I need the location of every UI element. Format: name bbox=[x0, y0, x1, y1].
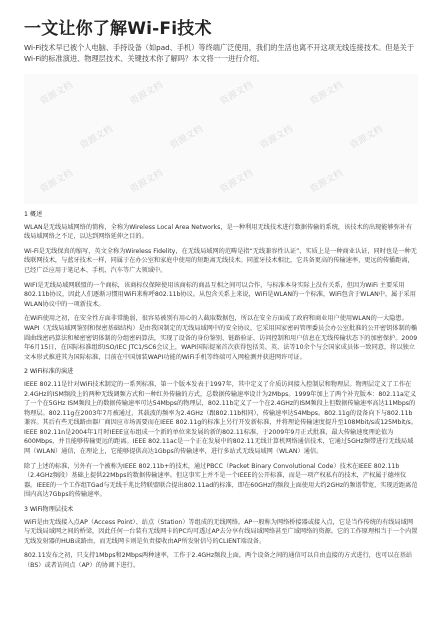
watermark-text: 资源文档 bbox=[308, 80, 345, 108]
watermark-text: 资源文档 bbox=[128, 80, 165, 108]
watermark-text: 资源文档 bbox=[218, 168, 255, 196]
figure-placeholder bbox=[24, 74, 418, 204]
body-paragraph: WIFI是无线局域网联盟的一个商标，该商标仅保障使用该商标的商品互相之间可以合作，与标准本身实际上没有关系，但因为WiFi 主要采用802.11b协议，因此人们逐渐习惯用WiFi来称呼802.11b协议。从包含关系上来说，WiFi是WLAN的一个标准，WiFi包含于WLAN中，属于采用WLAN协议中的一项新技术。 bbox=[24, 281, 416, 308]
section-heading: 2 WiFi标准的演进 bbox=[24, 368, 74, 376]
intro-paragraph: Wi-Fi技术早已被个人电脑、手持设备（如pad、手机）等终端广泛使用，我们的生活也离不开这项无线连接技术。但是关于Wi-Fi的标准演进、物理层技术、关键技术你了解吗？本文将一一进行介绍。 bbox=[24, 43, 415, 63]
document-body bbox=[24, 210, 418, 576]
watermark-text: 资源文档 bbox=[128, 168, 165, 196]
body-paragraph: Wi-Fi是无线保真的缩写，英文全称为Wireless Fidelity，在无线局域网的范畴是指“无线兼容性认证”，实质上是一种商业认证，同时也是一种无线联网技术，与蓝牙技术一样，同属于在办公室和家庭中使用的短距离无线技术。同蓝牙技术相比，它具备更高的传输速率，更远的传播距离，已经广泛应用于笔记本、手机、汽车等广大领域中。 bbox=[24, 247, 417, 274]
section-heading: 1 概述 bbox=[24, 211, 43, 218]
watermark-text: 资源文档 bbox=[348, 124, 385, 152]
watermark-text: 资源文档 bbox=[168, 124, 205, 152]
body-paragraph: IEEE 802.11是针对WiFi技术制定的一系列标准，第一个版本发表于1997年，其中定义了介质访问接入控制层和物理层。物理层定义了工作在2.4GHz的ISM频段上的两种无线调频方式和一种红外传输的方式，总数据传输速率设计为2Mbps。1999年加上了两个补充版本：802.11a定义了一个在5GHz ISM频段上的数据传输速率可达54Mbps的物理层，802.11b定义了一个在2.4GHz的ISM频段上但数据传输速率高达11Mbps的物理层。802.11g在2003年7月被通过，其载波的频率为2.4GHz（跟802.11b相同），传输速率达54Mbps。802.11g的设备向下与802.11b兼容。其后有些无线路由器厂商因应市场需要而在IEEE 802.11g的标准上另行开发新标准，并将理论传输速度提升至108Mbit/s或125Mbit/s。IEEE 802.11n是2004年1月时IEEE宣布组成一个新的单位来发展的新的802.11标准，于2009年9月正式批准，最大传输速度理论值为600Mbps，并且能够传输更远的距离。IEEE 802.11ac是一个正在发展中的802.11无线计算机网络通信技术，它通过5GHz频带进行无线局域网（WLAN）通信，在理论上，它能够提供高达1Gbps的传输速率，进行多站式无线局域网（WLAN）通信。 bbox=[24, 380, 417, 456]
section-heading: 3 WiFi物理层技术 bbox=[24, 506, 74, 514]
body-paragraph: 除了上述的标准，另外有一个被称为IEEE 802.11b+的技术，通过PBCC（Packet Binary Convolutional Code）技术在IEEE 802.11b（2.4GHz频段）基础上提供22Mbps的数据传输速率。但这事实上并不是一个IEEE的公开标准，而是一项产权私有的技术，产权属于德州仪器。IEEE的一个工作组TGad与无线千兆比特联盟联合提出802.11ad的标准，即在60GHz的频段上面使用大约2GHz的频谱带宽，实现近距离范围内高达7Gbps的传输速率。 bbox=[24, 462, 418, 499]
watermark-text: 资源文档 bbox=[218, 80, 255, 108]
watermark-text: 资源文档 bbox=[258, 124, 295, 152]
body-paragraph: WiFi是由无线接入点AP（Access Point）、站点（Station）等组成的无线网络。AP一般称为网络桥接器或接入点，它是当作传统的有线局域网与无线局域网之间的桥梁，因此任何一台装有无线网卡的PC均可透过AP去分享有线局域网络甚至广域网络的资源。它的工作原理相当于一个内置无线发射器的HUB或路由，而无线网卡则是负责接收由AP所发射信号的CLIENT端设备。 bbox=[24, 518, 418, 545]
watermark-text: 资源文档 bbox=[308, 168, 345, 196]
watermark-text: 资源文档 bbox=[78, 124, 115, 152]
watermark-text: 资源文档 bbox=[38, 80, 75, 108]
watermark-text: 资源文档 bbox=[38, 168, 75, 196]
document-title: 一文让你了解Wi-Fi技术 bbox=[24, 19, 212, 39]
body-paragraph: 在WiFi使用之初，在安全性方面非常脆弱，很容易被别有用心的人截取数据包，所以在安全方面成了政府和商业用户使用WLAN的一大隐患。WAPI（无线局域网鉴别和保密基础结构）是由我国制定的无线局域网中的安全协议，它采用国家密码管理委员会办公室批准的公开密钥体制的椭圆曲线密码算法和秘密密钥体制的分组密码算法，实现了设备的身份鉴别、链路验证、访问控制和用户信息在无线传输状态下的加密保护。2009年6月15日，在国际标准组织ISO/IEC JTC1/SC6会议上，WAPI国际提案首次获得包括美、英、法等10余个与会国家成员体一致同意，将以独立文本形式推进其为国际标准，目前在中国加装WAPI功能的WiFi手机等终端可入网检测并获进网许可证。 bbox=[24, 315, 418, 361]
body-paragraph: 802.11发布之初，只支持1Mbps和2Mbps两种速率，工作于2.4GHz频段上面，两个设备之间的通信可以自由直接的方式进行，也可以在基站（BS）或者访问点（AP）的协调下进行。 bbox=[24, 552, 413, 569]
body-paragraph: WLAN是无线局域网络的简称，全称为Wireless Local Area Networks，是一种利用无线技术进行数据传输的系统，该技术的出现能够弥补有线局域网络之不足，以达到网络延伸之目的。 bbox=[24, 223, 413, 241]
